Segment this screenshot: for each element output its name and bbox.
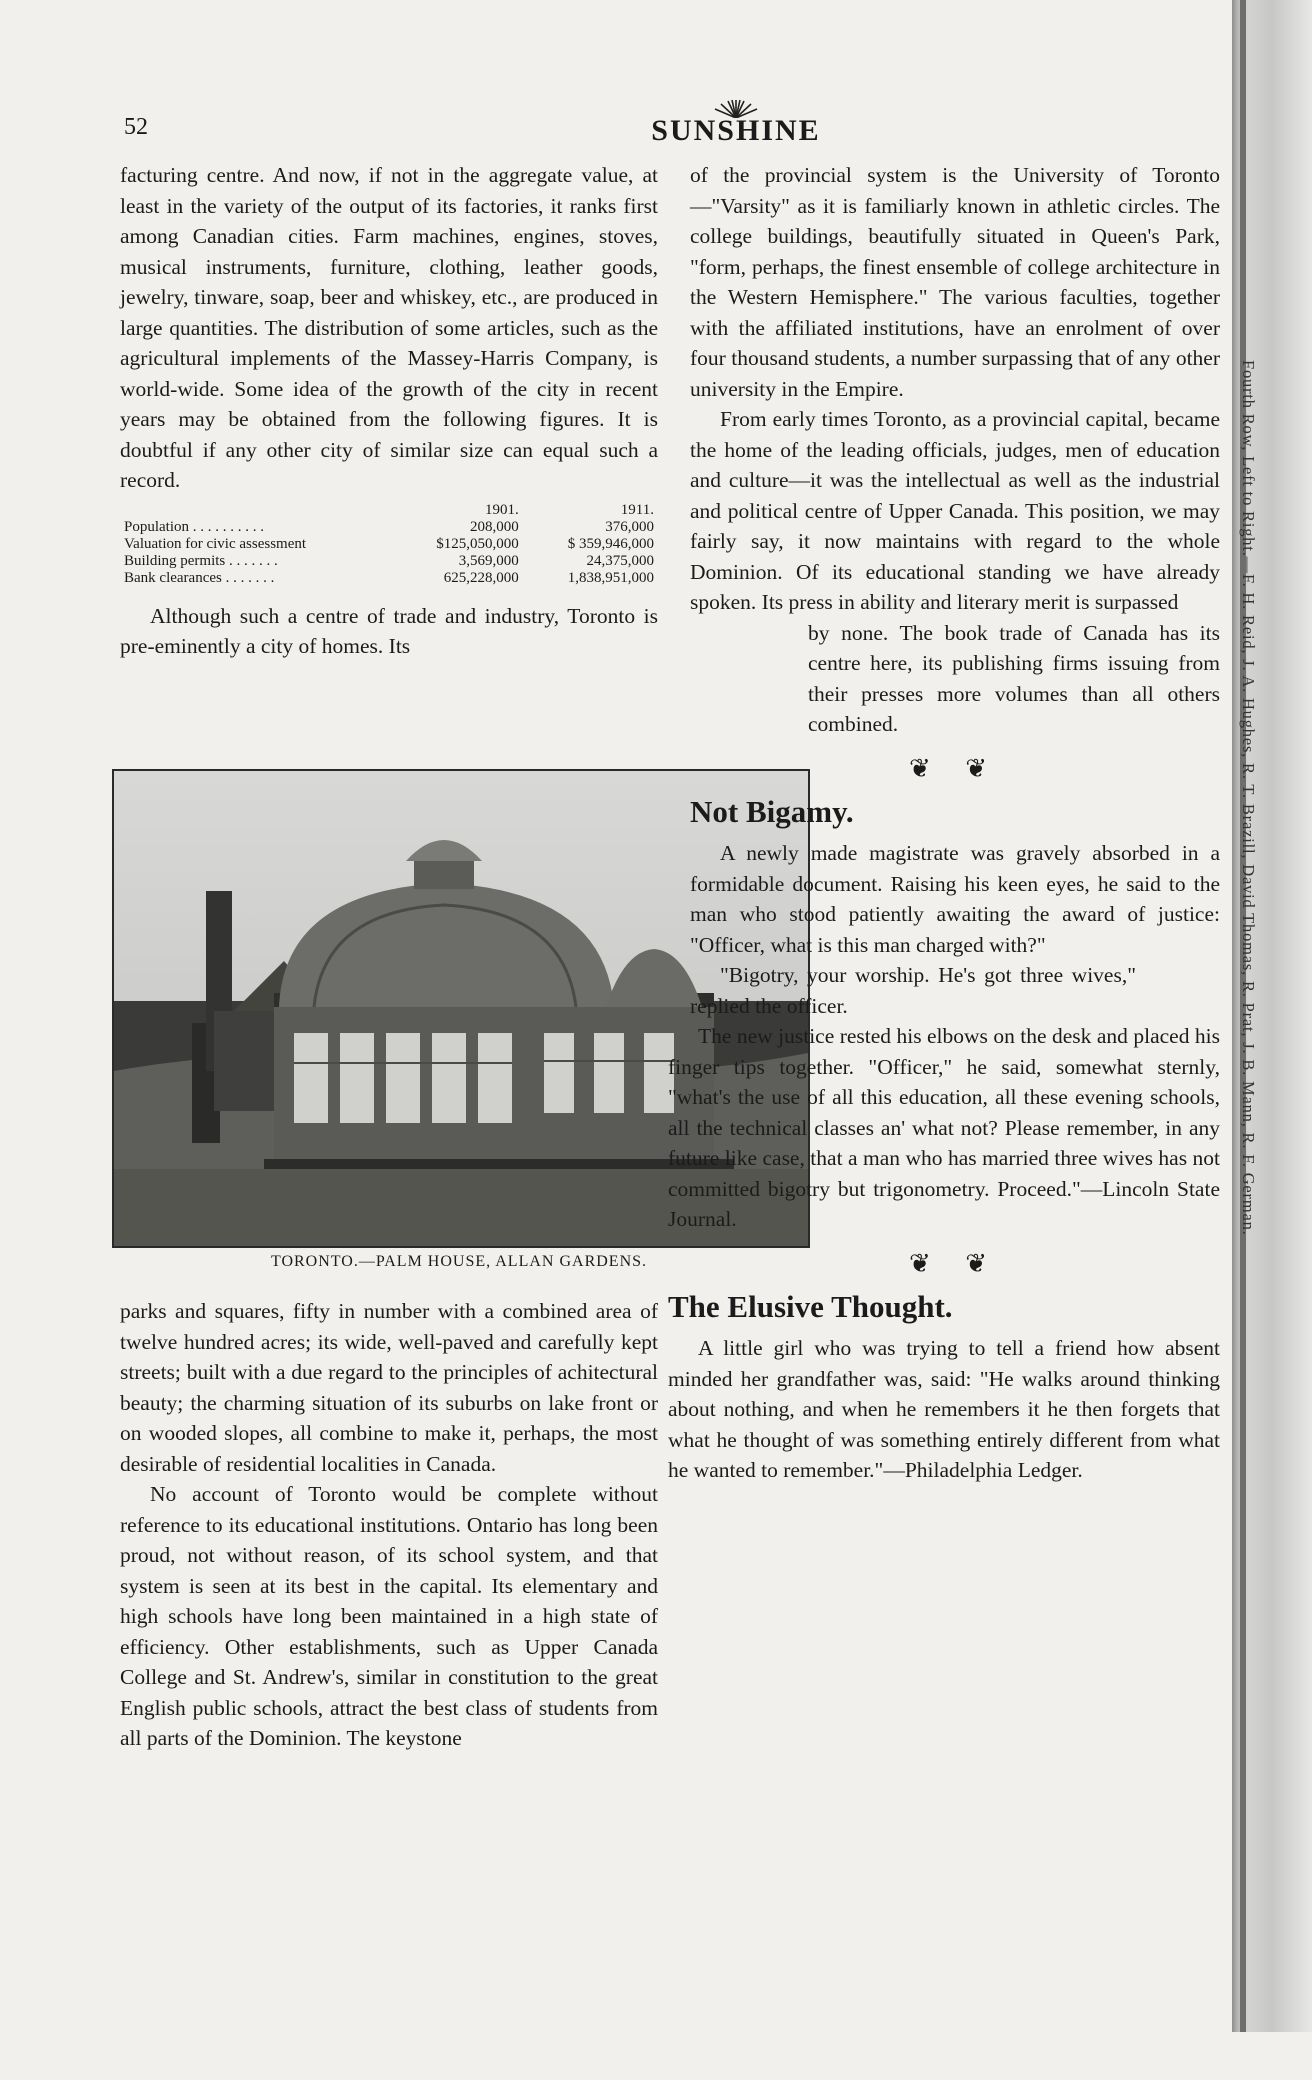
cell-1901: 625,228,000 [443,569,519,586]
paragraph-continued: by none. The book trade of Canada has its centre here, its publishing firms issuing from their presses more volumes than all others combined. [808,620,1220,736]
table-row [120,553,658,570]
row-label: Bank clearances . . . . . . . [124,569,275,586]
table-header-row [120,502,658,519]
left-column-bottom [120,1296,658,1754]
growth-statistics-table [120,502,658,587]
masthead [586,98,886,148]
paragraph: No account of Toronto would be complete without reference to its educational institutions. Ontario has long been proud, not without reason, of its school system, and that system is seen at its best in the capital. Its elementary and high schools have long been maintained in a high state of efficiency. Other establishments, such as Upper Canada College and St. Andrew's, similar in constitution to the great English public schools, attract the best class of students from all parts of the Dominion. The keystone [120,1482,658,1750]
paragraph: facturing centre. And now, if not in the aggregate value, at least in the variety of the output of its factories, it ranks first among Canadian cities. Farm machines, engines, stoves, musical instruments, furniture, clothing, leather goods, jewelry, tinware, soap, beer and whiskey, etc., are produced in large quantities. The distribution of some articles, such as the agricultural implements of the Massey-Harris Company, is world-wide. Some idea of the growth of the city in recent years may be obtained from the following figures. It is doubtful if any other city of similar size can equal such a record. [120,163,658,492]
story-title: Not Bigamy. [690,794,854,829]
paragraph: Although such a centre of trade and industry, Toronto is pre-eminently a city of homes. Its [120,603,658,658]
cell-1911: $ 359,946,000 [567,535,654,552]
table-row [120,519,658,536]
paragraph: From early times Toronto, as a provincial capital, became the home of the leading officials, judges, men of education and culture—it was the intellectual as well as the industrial and political centre of Upper Canada. This position, we may fairly say, it now maintains with regard to the whole Dominion. Of its educational standing we have already spoken. Its press in ability and literary merit is surpassed [690,407,1220,614]
row-label: Building permits . . . . . . . [124,552,278,569]
page-header [120,98,1230,148]
cell-1911: 1,838,951,000 [567,569,654,586]
cell-1911: 376,000 [605,518,654,535]
row-label: Population . . . . . . . . . . [124,518,265,535]
cell-1901: 3,569,000 [458,552,519,569]
table-header-blank [120,502,393,519]
left-column-top [120,160,658,662]
photo-caption: TORONTO.—PALM HOUSE, ALLAN GARDENS. [270,1253,648,1270]
cell-1901: 208,000 [469,518,519,535]
cell-1911: 24,375,000 [586,552,654,569]
table-row [120,536,658,553]
section-ornament: ❦ ❦ [908,1248,1002,1278]
table-header-1911: 1911. [620,501,654,518]
story-title: The Elusive Thought. [668,1289,953,1324]
masthead-title: SUNSHINE [651,114,821,147]
vertical-side-caption: Fourth Row, Left to Right.—F. H. Reid, J. A. Hughes, R. T. Brazill, David Thomas, R. Prat, J. B. Mann, R. F. German. [1239,360,1258,1236]
paragraph: "Bigotry, your worship. He's got three wives," replied the officer. [690,963,1136,1018]
paragraph: A little girl who was trying to tell a friend how absent minded her grandfather was, said: "He walks around thinking about nothing, and when he remembers it he then forgets that what he thought of was something entirely different from what he wanted to remember."—Philadelphia Ledger. [668,1336,1220,1482]
section-ornament: ❦ ❦ [908,753,1002,783]
table-row [120,570,658,587]
paragraph: of the provincial system is the University of Toronto—"Varsity" as it is familiarly known in athletic circles. The college buildings, beautifully situated in Queen's Park, "form, perhaps, the finest ensemble of college architecture in the Western Hemisphere." The various faculties, together with the affiliated institutions, have an enrolment of over four thousand students, a number surpassing that of any other university in the Empire. [690,163,1220,401]
row-label: Valuation for civic assessment [124,535,307,552]
paragraph: A newly made magistrate was gravely absorbed in a formidable document. Raising his keen eyes, he said to the man who stood patiently awaiting the award of justice: "Officer, what is this man charged with?" [690,841,1220,957]
table-header-1901: 1901. [484,501,519,518]
cell-1901: $125,050,000 [436,535,519,552]
right-column [668,160,1220,1486]
page-number: 52 [124,114,148,140]
paragraph: The new justice rested his elbows on the desk and placed his finger tips together. "Officer," he said, somewhat sternly, "what's the use of all this education, all these evening schools, all the technical classes an' what not? Please remember, in any future like case, that a man who has married three wives has not committed bigotry but trigonometry. Proceed."—Lincoln State Journal. [668,1024,1220,1231]
paragraph: parks and squares, fifty in number with a combined area of twelve hundred acres; its wide, well-paved and carefully kept streets; built with a due regard to the principles of achitectural beauty; the charming situation of its suburbs on lake front or on wooded slopes, all combine to make it, perhaps, the most desirable of residential localities in Canada. [120,1299,658,1476]
